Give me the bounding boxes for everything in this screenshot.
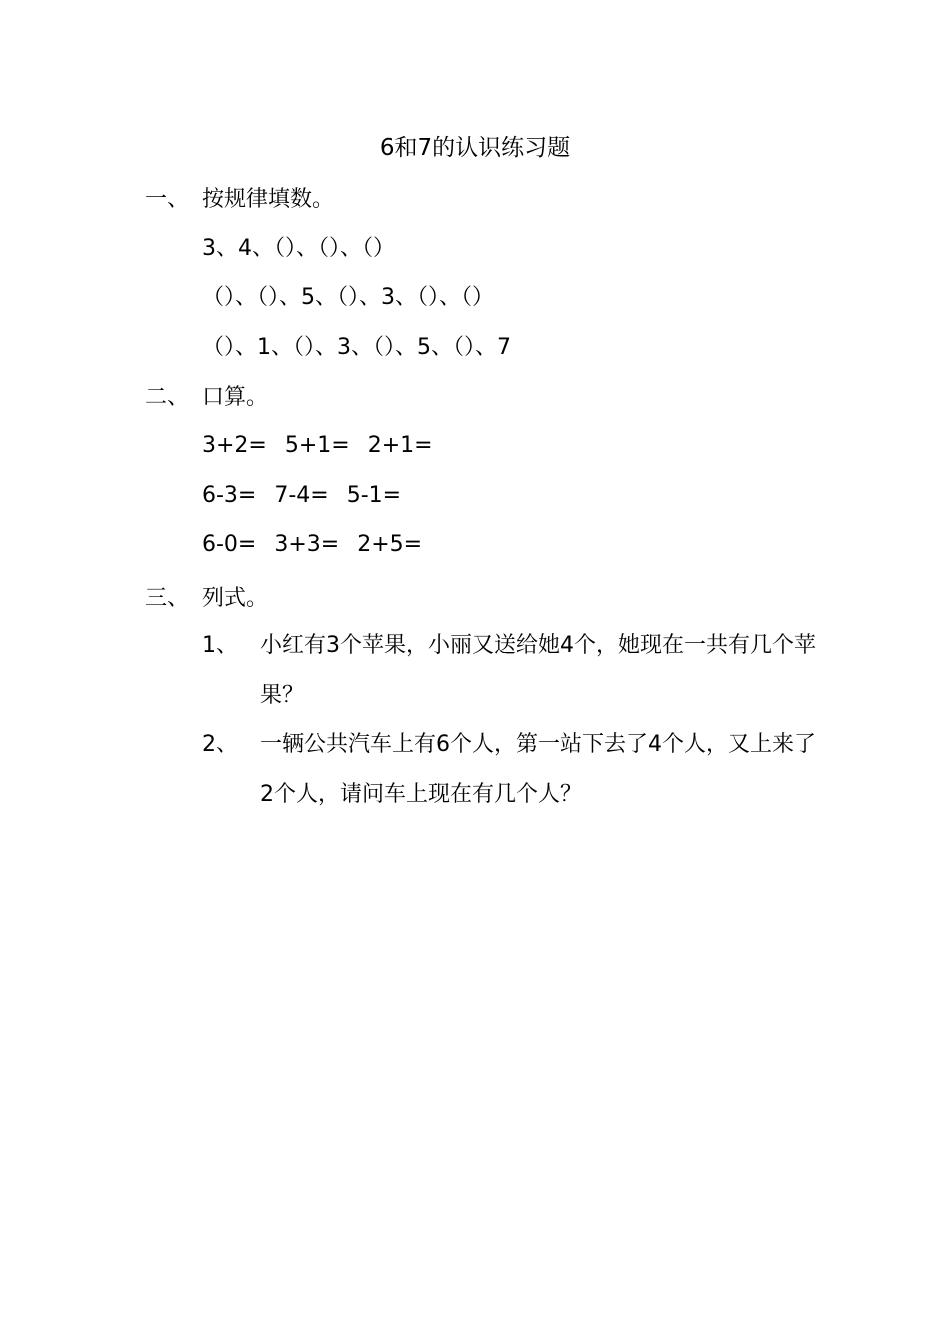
- sequence-row-2: （）、（）、5、（）、3、（）、（）: [202, 285, 494, 310]
- question-1-text: 小红有3个苹果，小丽又送给她4个，她现在一共有几个苹果？: [260, 633, 816, 708]
- calc-item: 6-3=: [202, 483, 257, 508]
- calc-item: 3+2=: [202, 433, 267, 458]
- section-3-heading: 列式。: [202, 586, 269, 611]
- calc-row-3: [202, 529, 440, 561]
- calc-item: 3+3=: [274, 532, 340, 557]
- question-2-number: 2、: [202, 732, 238, 757]
- calc-item: 6-0=: [202, 532, 257, 557]
- question-1-number: 1、: [202, 633, 238, 658]
- calc-row-1: [202, 430, 451, 462]
- section-2-number: 二、: [145, 385, 190, 410]
- section-2-heading: 口算。: [202, 385, 269, 410]
- section-3-number: 三、: [145, 586, 190, 611]
- section-1-number: 一、: [145, 187, 190, 212]
- section-1-heading: 按规律填数。: [202, 187, 335, 212]
- document-title: 6和7的认识练习题: [379, 135, 571, 161]
- sequence-row-1: 3、4、（）、（）、（）: [202, 236, 395, 261]
- sequence-row-3: （）、1、（）、3、（）、5、（）、7: [202, 335, 511, 360]
- calc-item: 5-1=: [346, 483, 402, 508]
- calc-item: 2+5=: [357, 532, 423, 557]
- calc-item: 2+1=: [367, 433, 433, 458]
- calc-item: 5+1=: [284, 433, 350, 458]
- calc-row-2: [202, 480, 419, 512]
- question-2-text: 一辆公共汽车上有6个人，第一站下去了4个人，又上来了2个人，请问车上现在有几个人？: [260, 732, 816, 807]
- calc-item: 7-4=: [274, 483, 329, 508]
